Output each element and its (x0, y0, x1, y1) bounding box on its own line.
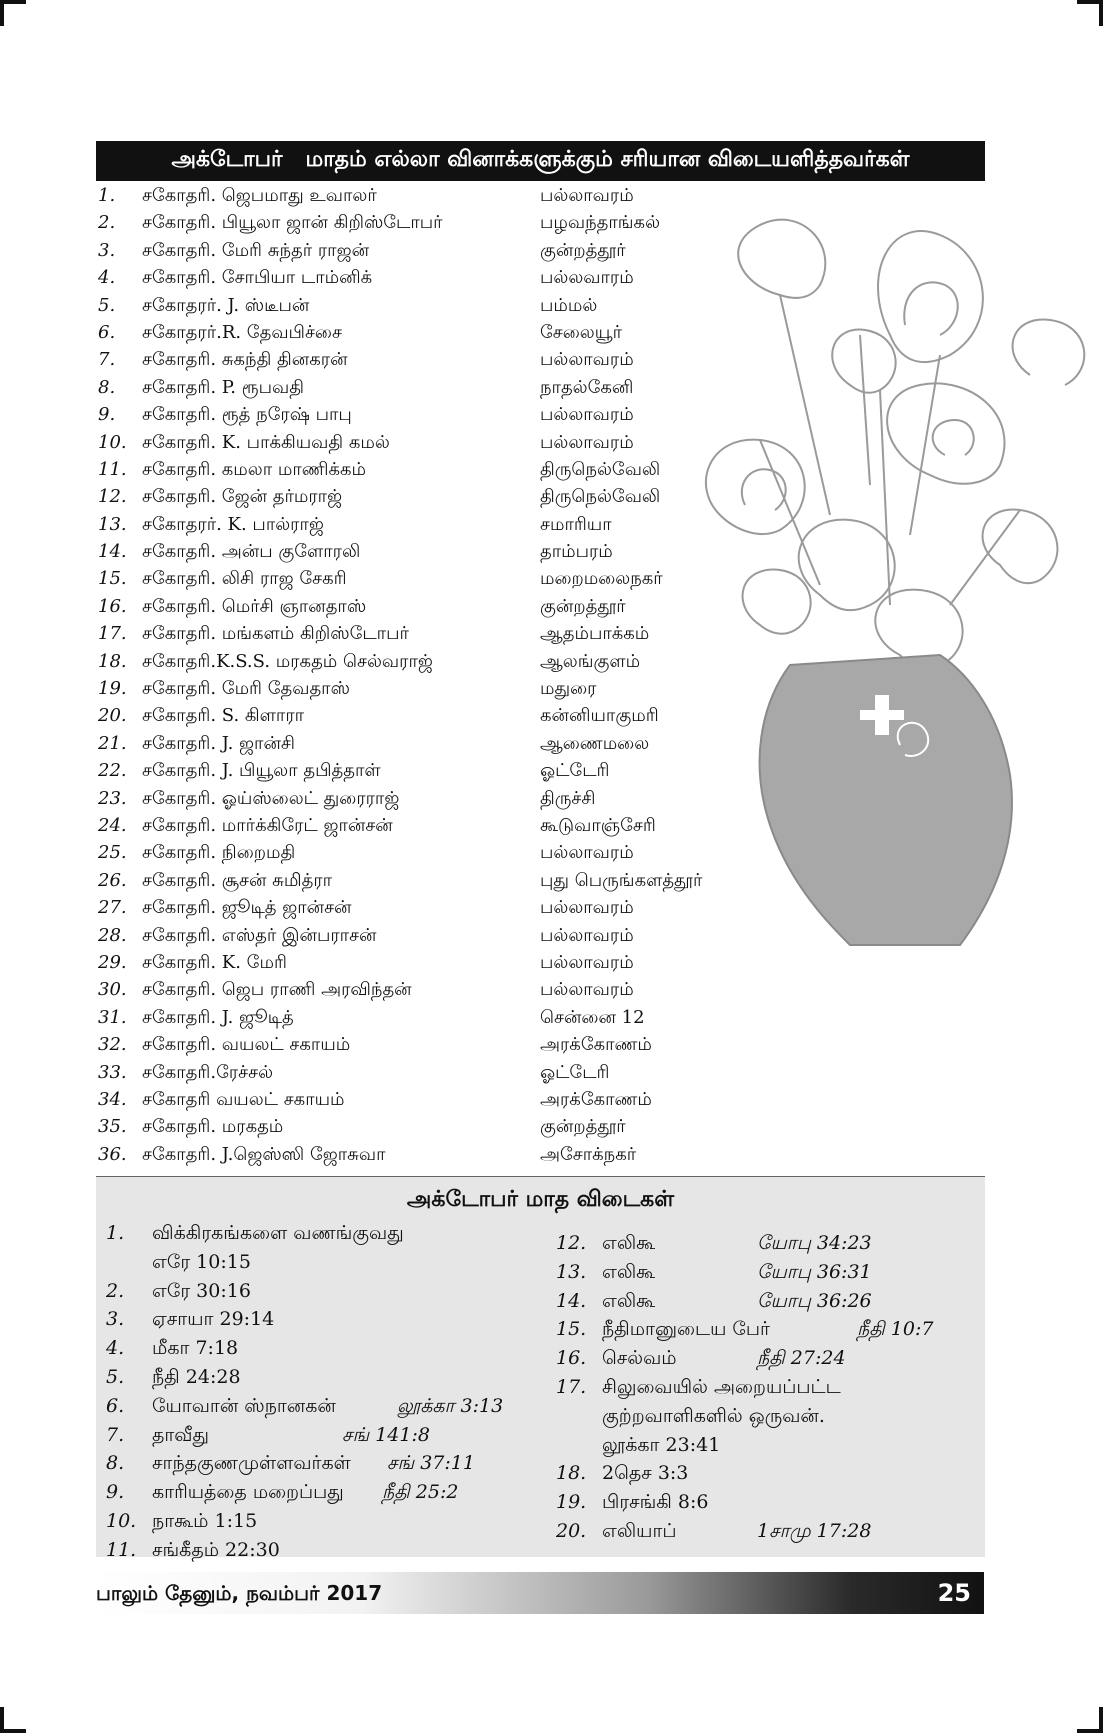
answer-item (106, 1305, 576, 1334)
winner-name: சகோதரி. S. கிளாரா (142, 705, 305, 727)
winner-number: 27. (98, 897, 127, 919)
winner-name: சகோதரி. ஜூடித் ஜான்சன் (142, 897, 352, 919)
answer-reference: நீதி 25:2 (382, 1481, 459, 1504)
winner-number: 15. (98, 568, 127, 590)
list-item (96, 374, 796, 401)
winner-place: கன்னியாகுமரி (540, 705, 659, 727)
winner-place: பம்மல் (540, 294, 598, 316)
winner-place: பல்லாவரம் (540, 185, 634, 206)
winner-number: 33. (98, 1061, 127, 1083)
list-item (96, 702, 796, 729)
answer-number: 12. (556, 1232, 587, 1254)
list-item (96, 319, 796, 346)
list-item (96, 429, 796, 456)
answer-number: 13. (556, 1260, 587, 1283)
answer-item (106, 1507, 576, 1536)
answer-number: 10. (106, 1509, 137, 1532)
list-item (96, 593, 796, 620)
list-item (96, 922, 796, 949)
winner-place: பல்லாவரம் (540, 951, 634, 973)
winner-name: சகோதரி. மார்க்கிரேட் ஜான்சன் (142, 814, 393, 836)
list-item (96, 511, 796, 538)
answer-item (556, 1517, 981, 1546)
winner-number: 14. (98, 541, 127, 563)
winner-name: சகோதரி. K. மேரி (142, 951, 287, 973)
answer-item (556, 1315, 981, 1344)
list-item (96, 1004, 796, 1031)
winner-place: பல்லாவரம் (540, 404, 634, 426)
list-item (96, 237, 796, 264)
winner-number: 8. (98, 376, 116, 398)
winner-number: 9. (98, 404, 116, 426)
winner-number: 4. (98, 267, 116, 289)
winner-name: சகோதரி. நிறைமதி (142, 842, 296, 864)
winner-place: பல்லாவரம் (540, 842, 634, 864)
page-number: 25 (937, 1579, 971, 1607)
answer-text: குற்றவாளிகளில் ஒருவன். (602, 1404, 825, 1427)
list-item (96, 867, 796, 894)
list-item (96, 346, 796, 373)
answer-text: யோவான் ஸ்நானகன் (152, 1394, 336, 1417)
winner-number: 30. (98, 979, 127, 1001)
winner-number: 34. (98, 1088, 127, 1110)
answer-text: தாவீது (152, 1423, 209, 1446)
winner-place: திருநெல்வேலி (540, 486, 661, 508)
list-item (96, 675, 796, 702)
answer-number: 20. (556, 1519, 587, 1542)
winner-place: திருநெல்வேலி (540, 458, 661, 480)
winner-number: 36. (98, 1143, 127, 1165)
answers-section (96, 1176, 985, 1561)
winner-name: சகோதரி. அன்ப குளோரலி (142, 541, 361, 563)
list-item (96, 1113, 796, 1140)
winner-number: 22. (98, 760, 127, 782)
winner-number: 32. (98, 1034, 127, 1056)
list-item (96, 1031, 796, 1058)
winner-place: ஓட்டேரி (540, 760, 610, 782)
answer-number: 9. (106, 1481, 125, 1504)
winner-name: சகோதரி.ரேச்சல் (142, 1061, 274, 1083)
answer-item (556, 1229, 981, 1258)
winner-name: சகோதரர்.R. தேவபிச்சை (142, 321, 342, 343)
page-footer (96, 1572, 985, 1614)
answer-text: சாந்தகுணமுள்ளவர்கள் (152, 1452, 351, 1475)
winner-place: அரக்கோணம் (540, 1034, 652, 1056)
winner-name: சகோதரி. ஜெப ராணி அரவிந்தன் (142, 979, 412, 1001)
answer-item (556, 1287, 981, 1316)
list-item (96, 839, 796, 866)
list-item (96, 264, 796, 291)
winner-number: 31. (98, 1006, 127, 1028)
winner-place: சமாரியா (540, 513, 612, 535)
answer-item (106, 1334, 576, 1363)
winner-number: 11. (98, 458, 127, 480)
winner-place: கூடுவாஞ்சேரி (540, 814, 656, 836)
winner-number: 25. (98, 842, 127, 864)
winner-name: சகோதரி. ஜேன் தர்மராஜ் (142, 486, 343, 508)
answer-reference: லூக்கா 3:13 (397, 1394, 504, 1417)
winner-name: சகோதரி.K.S.S. மரகதம் செல்வராஜ் (142, 650, 433, 672)
answer-reference: நீதி 10:7 (857, 1318, 934, 1341)
answer-number: 1. (106, 1222, 125, 1244)
winner-number: 3. (98, 239, 116, 261)
winner-number: 29. (98, 951, 127, 973)
winner-number: 19. (98, 678, 127, 700)
winner-place: ஆதம்பாக்கம் (540, 623, 650, 645)
answer-text: செல்வம் (602, 1347, 677, 1370)
list-item (96, 483, 796, 510)
winner-place: மதுரை (540, 678, 597, 700)
answer-text: விக்கிரகங்களை வணங்குவது (152, 1222, 404, 1244)
winner-name: சகோதரி. மரகதம் (142, 1116, 284, 1138)
winner-number: 2. (98, 212, 116, 234)
winner-name: சகோதரி. மங்களம் கிறிஸ்டோபர் (142, 623, 409, 645)
answer-item (106, 1219, 576, 1248)
answer-text: எலிகூ (602, 1260, 656, 1283)
list-item (96, 538, 796, 565)
answer-item (106, 1449, 576, 1478)
answer-text: சங்கீதம் 22:30 (152, 1538, 280, 1561)
answer-text: எரே 30:16 (152, 1279, 251, 1302)
answers-left-column (106, 1219, 576, 1565)
winner-name: சகோதரி. மேரி சுந்தர் ராஜன் (142, 239, 370, 261)
winner-place: ஓட்டேரி (540, 1061, 610, 1083)
answers-right-column (556, 1229, 981, 1546)
answer-text: எலிகூ (602, 1232, 656, 1254)
winner-place: பல்லாவரம் (540, 897, 634, 919)
winner-name: சகோதரி. சோபியா டாம்னிக் (142, 267, 373, 289)
winner-place: பழவந்தாங்கல் (540, 212, 661, 234)
winner-name: சகோதரி. J. பியூலா தபித்தாள் (142, 760, 381, 782)
winner-place: ஆணைமலை (540, 732, 650, 754)
answer-number: 18. (556, 1462, 587, 1485)
answer-text: லூக்கா 23:41 (602, 1433, 721, 1456)
answer-number: 4. (106, 1337, 125, 1360)
winner-name: சகோதரி. J. ஜான்சி (142, 732, 296, 754)
winner-number: 6. (98, 321, 116, 343)
winner-place: பல்லவாரம் (540, 267, 634, 289)
answer-item (106, 1478, 576, 1507)
list-item (96, 401, 796, 428)
answer-text: எலிகூ (602, 1289, 656, 1312)
answer-text: நாகூம் 1:15 (152, 1509, 258, 1532)
winner-place: புது பெருங்களத்தூர் (540, 869, 703, 891)
winner-name: சகோதரி. வயலட் சகாயம் (142, 1034, 351, 1056)
winner-number: 17. (98, 623, 127, 645)
list-item (96, 620, 796, 647)
winner-name: சகோதரி. ஓய்ஸ்லைட் துரைராஜ் (142, 787, 400, 809)
answer-text: சிலுவையில் அறையப்பட்ட (602, 1375, 841, 1398)
list-item (96, 976, 796, 1003)
winner-place: நாதல்கேனி (540, 376, 634, 398)
answer-text: காரியத்தை மறைப்பது (152, 1481, 344, 1504)
list-item (96, 182, 796, 209)
answer-reference: 1சாமு 17:28 (757, 1519, 872, 1542)
winner-number: 18. (98, 650, 127, 672)
winner-name: சகோதரி. J.ஜெஸ்ஸி ஜோசுவா (142, 1143, 386, 1165)
winner-number: 12. (98, 486, 127, 508)
winner-place: திருச்சி (540, 787, 596, 809)
winner-place: அசோக்நகர் (540, 1143, 637, 1165)
page-corner (0, 1707, 26, 1733)
page-corner (1077, 0, 1103, 26)
winner-name: சகோதரி. K. பாக்கியவதி கமல் (142, 431, 390, 453)
answer-item (556, 1373, 981, 1402)
winner-place: குன்றத்தூர் (540, 239, 626, 261)
answer-text: ஏசாயா 29:14 (152, 1308, 275, 1331)
list-item (96, 565, 796, 592)
winner-name: சகோதரி. எஸ்தர் இன்பராசன் (142, 924, 377, 946)
winner-place: அரக்கோணம் (540, 1088, 652, 1110)
winner-number: 7. (98, 349, 116, 371)
page-corner (0, 0, 26, 26)
answer-text: நீதிமானுடைய பேர் (602, 1318, 770, 1341)
winner-name: சகோதரி வயலட் சகாயம் (142, 1088, 345, 1110)
answer-item (556, 1459, 981, 1488)
answer-number: 19. (556, 1491, 587, 1514)
winner-number: 28. (98, 924, 127, 946)
winner-number: 10. (98, 431, 127, 453)
answer-number: 5. (106, 1365, 125, 1388)
answer-text: மீகா 7:18 (152, 1337, 239, 1360)
winner-number: 35. (98, 1116, 127, 1138)
publication-title: பாலும் தேனும், நவம்பர் 2017 (96, 1581, 383, 1605)
winner-name: சகோதரி. பியூலா ஜான் கிறிஸ்டோபர் (142, 212, 443, 234)
winner-number: 1. (98, 185, 116, 206)
winner-place: ஆலங்குளம் (540, 650, 641, 672)
winner-name: சகோதரி. சுகந்தி தினகரன் (142, 349, 348, 371)
answer-reference: யோபு 36:26 (757, 1289, 872, 1312)
answer-number: 15. (556, 1318, 587, 1341)
answer-item (106, 1248, 576, 1277)
answers-title: அக்டோபர் மாத விடைகள் (406, 1187, 675, 1212)
answer-number: 14. (556, 1289, 587, 1312)
answer-number: 6. (106, 1394, 125, 1417)
answer-item (106, 1363, 576, 1392)
answer-item (556, 1258, 981, 1287)
answer-item (106, 1536, 576, 1565)
answer-reference: சங் 37:11 (387, 1452, 475, 1475)
winner-number: 13. (98, 513, 127, 535)
list-item (96, 292, 796, 319)
answer-number: 3. (106, 1308, 125, 1331)
list-item (96, 1141, 796, 1168)
list-item (96, 757, 796, 784)
answer-reference: நீதி 27:24 (757, 1347, 846, 1370)
answer-item (106, 1392, 576, 1421)
answer-number: 8. (106, 1452, 125, 1475)
winner-place: குன்றத்தூர் (540, 1116, 626, 1138)
answer-item (556, 1402, 981, 1431)
winner-name: சகோதரர். K. பால்ராஜ் (142, 513, 324, 535)
answer-text: 2தெச 3:3 (602, 1462, 689, 1485)
answer-text: நீதி 24:28 (152, 1365, 241, 1388)
winner-place: பல்லாவரம் (540, 431, 634, 453)
winner-name: சகோதரி. கமலா மாணிக்கம் (142, 458, 367, 480)
winner-place: குன்றத்தூர் (540, 595, 626, 617)
page-corner (1077, 1707, 1103, 1733)
winner-place: சேலையூர் (540, 321, 622, 343)
answer-reference: யோபு 36:31 (757, 1260, 872, 1283)
answer-item (106, 1277, 576, 1306)
winner-place: தாம்பரம் (540, 541, 613, 563)
list-item (96, 1086, 796, 1113)
answer-number: 17. (556, 1375, 587, 1398)
list-item (96, 1059, 796, 1086)
list-item (96, 648, 796, 675)
list-item (96, 730, 796, 757)
winner-name: சகோதரி. ரூத் நரேஷ் பாபு (142, 404, 352, 426)
winner-name: சகோதரி. ஜெபமாது உவாலர் (142, 185, 377, 206)
winner-name: சகோதரி. P. ரூபவதி (142, 376, 304, 398)
list-item (96, 209, 796, 236)
winner-number: 24. (98, 814, 127, 836)
list-item (96, 894, 796, 921)
winner-name: சகோதரர். J. ஸ்டீபன் (142, 294, 310, 316)
list-item (96, 785, 796, 812)
footer-divider (984, 1572, 987, 1614)
winner-place: பல்லாவரம் (540, 924, 634, 946)
answer-item (556, 1344, 981, 1373)
winners-list (96, 182, 796, 1168)
winner-name: சகோதரி. லிசி ராஜ சேகரி (142, 568, 347, 590)
answer-number: 16. (556, 1347, 587, 1370)
answer-reference: சங் 141:8 (342, 1423, 430, 1446)
answer-number: 7. (106, 1423, 125, 1446)
answer-number: 11. (106, 1538, 137, 1561)
winner-name: சகோதரி. மெர்சி ஞானதாஸ் (142, 595, 367, 617)
list-item (96, 456, 796, 483)
winner-number: 21. (98, 732, 127, 754)
winner-number: 23. (98, 787, 127, 809)
answer-item (556, 1431, 981, 1460)
answer-text: பிரசங்கி 8:6 (602, 1491, 709, 1514)
winner-number: 20. (98, 705, 127, 727)
winner-name: சகோதரி. சூசன் சுமித்ரா (142, 869, 333, 891)
winner-number: 5. (98, 294, 116, 316)
answer-number: 2. (106, 1279, 125, 1302)
list-item (96, 949, 796, 976)
winner-number: 16. (98, 595, 127, 617)
winner-place: மறைமலைநகர் (540, 568, 663, 590)
winner-place: பல்லாவரம் (540, 349, 634, 371)
answer-text: எலியாப் (602, 1519, 677, 1542)
winner-place: சென்னை 12 (540, 1006, 645, 1028)
answer-text: எரே 10:15 (152, 1250, 251, 1273)
winner-number: 26. (98, 869, 127, 891)
page-title: அக்டோபர் மாதம் எல்லா வினாக்களுக்கும் சரியான விடையளித்தவர்கள் (96, 141, 985, 181)
list-item (96, 812, 796, 839)
winner-name: சகோதரி. மேரி தேவதாஸ் (142, 678, 350, 700)
answer-reference: யோபு 34:23 (757, 1232, 872, 1254)
winner-name: சகோதரி. J. ஜூடித் (142, 1006, 294, 1028)
winner-place: பல்லாவரம் (540, 979, 634, 1001)
answer-item (556, 1488, 981, 1517)
answer-item (106, 1421, 576, 1450)
